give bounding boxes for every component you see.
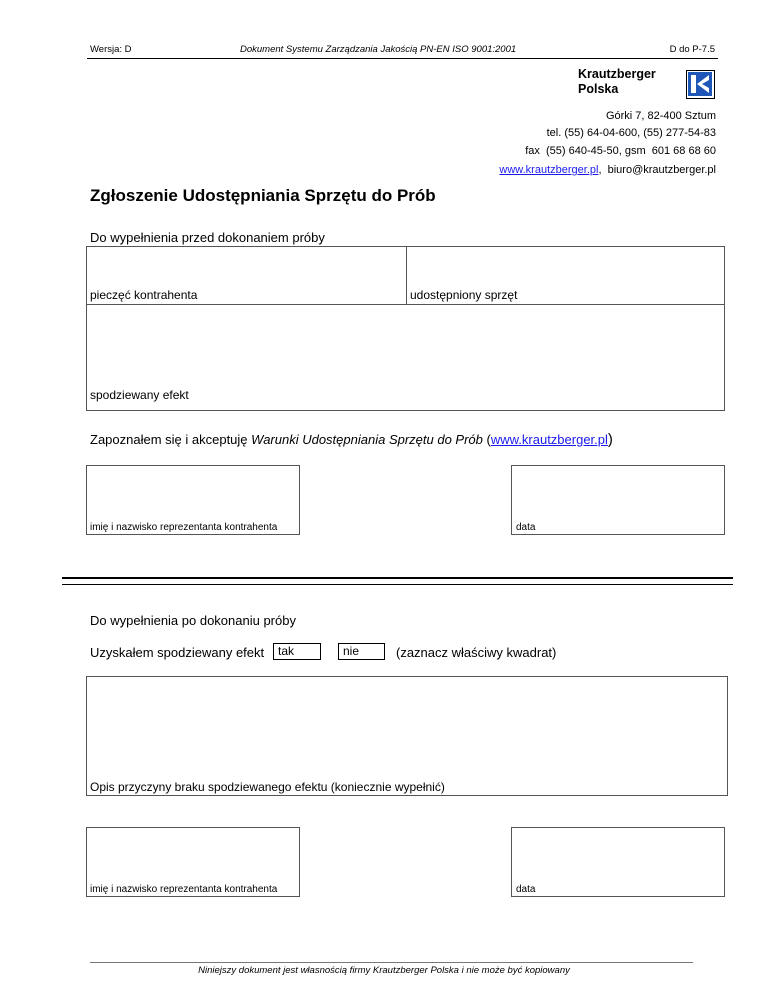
acceptance-close-paren: ) [607,431,613,448]
company-name [578,67,656,97]
section-separator-thick [62,577,733,579]
footer-notice: Niniejszy dokument jest własnością firmy Krautzberger Polska i nie może być kopiowany [198,965,570,976]
k-logo-icon [688,72,712,96]
before-test-form-box [86,246,725,411]
header-divider [87,58,718,59]
company-address: Górki 7, 82-400 Sztum [605,110,716,122]
company-fax: fax (55) 640-45-50, gsm 601 68 68 60 [525,145,716,157]
document-code: D do P-7.5 [669,44,715,55]
acceptance-statement [90,431,613,448]
expected-effect-label: spodziewany efekt [90,388,189,402]
before-test-heading: Do wypełnienia przed dokonaniem próby [90,230,325,245]
krautzberger-logo-icon [686,70,715,99]
section-separator-thin [62,584,733,585]
representative-name-label-1: imię i nazwisko reprezentanta kontrahenta [90,522,278,533]
result-hint: (zaznacz właściwy kwadrat) [396,645,557,660]
failure-reason-field[interactable] [86,676,728,796]
document-system: Dokument Systemu Zarządzania Jakością PN-EN ISO 9001:2001 [240,44,517,55]
result-no-checkbox[interactable]: nie [338,643,385,660]
company-email[interactable]: biuro@krautzberger.pl [607,164,716,176]
representative-name-field-1[interactable] [86,465,300,535]
after-test-heading: Do wypełnienia po dokonaniu próby [90,613,296,628]
footer-divider [90,962,693,963]
acceptance-terms: Warunki Udostępniania Sprzętu do Prób [251,432,483,447]
company-website-link[interactable]: www.krautzberger.pl [499,164,599,176]
representative-name-label-2: imię i nazwisko reprezentanta kontrahenta [90,884,278,895]
result-question: Uzyskałem spodziewany efekt [90,645,265,660]
date-label-2: data [516,884,536,895]
acceptance-prefix: Zapoznałem się i akceptuję [90,432,252,447]
date-field-1[interactable] [511,465,725,535]
representative-name-field-2[interactable] [86,827,300,897]
contractor-stamp-label: pieczęć kontrahenta [90,288,198,302]
failure-reason-label: Opis przyczyny braku spodziewanego efektu (koniecznie wypełnić) [90,780,445,794]
company-name-line2: Polska [578,82,619,96]
result-yes-checkbox[interactable]: tak [273,643,321,660]
document-version: Wersja: D [90,44,132,55]
company-name-line1: Krautzberger [578,67,656,81]
acceptance-open-paren: ( [482,432,491,447]
company-contact: www.krautzberger.pl, biuro@krautzberger.pl [499,164,716,176]
company-phone: tel. (55) 64-04-600, (55) 277-54-83 [546,127,716,139]
acceptance-website-link[interactable]: www.krautzberger.pl [490,432,608,447]
date-label-1: data [516,522,536,533]
page-title: Zgłoszenie Udostępniania Sprzętu do Prób [90,186,436,205]
equipment-label: udostępniony sprzęt [410,288,518,302]
date-field-2[interactable] [511,827,725,897]
